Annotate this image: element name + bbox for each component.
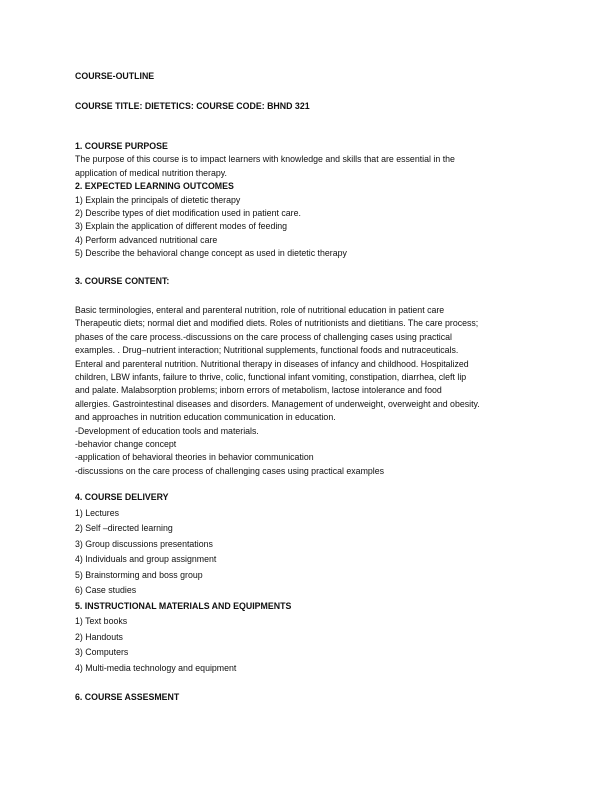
course-title: COURSE TITLE: DIETETICS: COURSE CODE: BHND 321: [75, 101, 310, 111]
section-heading: 5. INSTRUCTIONAL MATERIALS AND EQUIPMENTS: [75, 600, 292, 611]
list-item: 4) Individuals and group assignment: [75, 554, 217, 564]
paragraph-line: Basic terminologies, enteral and parenteral nutrition, role of nutritional education in patient care: [75, 305, 445, 315]
paragraph-line: -discussions on the care process of challenging cases using practical examples: [75, 465, 385, 476]
list-item: 1) Text books: [75, 616, 128, 626]
section-purpose-and-outcomes: [75, 140, 455, 261]
paragraph-line: -behavior change concept: [75, 438, 177, 449]
list-item: 2) Self –directed learning: [75, 523, 173, 533]
list-item: 6) Case studies: [75, 585, 137, 595]
paragraph-line: phases of the care process.-discussions on the care process of challenging cases using practical: [75, 331, 453, 342]
paragraph-line: and palate. Malabsorption problems; inborn errors of metabolism, lactose intolerance and food: [75, 385, 442, 396]
paragraph-line: examples. . Drug–nutrient interaction; Nutritional supplements, functional foods and nutraceuticals.: [75, 345, 459, 356]
paragraph-line: and approaches in nutrition education communication in education.: [75, 412, 336, 423]
list-item: 4) Multi-media technology and equipment: [75, 662, 237, 673]
list-item: 3) Explain the application of different modes of feeding: [75, 221, 288, 232]
section-heading: 3. COURSE CONTENT:: [75, 276, 170, 286]
list-item: 1) Explain the principals of dietetic therapy: [75, 194, 241, 205]
course-content: [75, 304, 480, 478]
paragraph-line: children, LBW infants, failure to thrive, colic, functional infant vomiting, constipation, diarrhea, cleft lip: [75, 371, 467, 382]
list-item: 2) Handouts: [75, 631, 123, 642]
section-heading: 6. COURSE ASSESMENT: [75, 692, 180, 702]
paragraph-line: The purpose of this course is to impact learners with knowledge and skills that are essential in the: [75, 154, 455, 165]
list-item: 3) Computers: [75, 647, 129, 657]
list-item: 2) Describe types of diet modification used in patient care.: [75, 207, 301, 218]
section-heading: 2. EXPECTED LEARNING OUTCOMES: [75, 181, 234, 192]
paragraph-line: -Development of education tools and materials.: [75, 425, 259, 436]
section-delivery-and-materials: [75, 490, 291, 676]
list-item: 3) Group discussions presentations: [75, 538, 213, 549]
list-item: 5) Describe the behavioral change concept as used in dietetic therapy: [75, 248, 347, 259]
paragraph-line: application of medical nutrition therapy.: [75, 167, 227, 178]
document-title: COURSE-OUTLINE: [75, 71, 155, 81]
paragraph-line: -application of behavioral theories in behavior communication: [75, 452, 314, 463]
section-heading: 4. COURSE DELIVERY: [75, 492, 169, 502]
paragraph-line: Therapeutic diets; normal diet and modified diets. Roles of nutritionists and dietitians. The care process;: [75, 318, 479, 329]
list-item: 5) Brainstorming and boss group: [75, 569, 203, 580]
paragraph-line: Enteral and parenteral nutrition. Nutritional therapy in diseases of infancy and childhood. Hospitalized: [75, 358, 469, 369]
list-item: 1) Lectures: [75, 507, 120, 518]
section-heading: 1. COURSE PURPOSE: [75, 141, 168, 151]
paragraph-line: allergies. Gastrointestinal diseases and disorders. Management of underweight, overweight and obesity.: [75, 398, 480, 409]
list-item: 4) Perform advanced nutritional care: [75, 234, 218, 245]
